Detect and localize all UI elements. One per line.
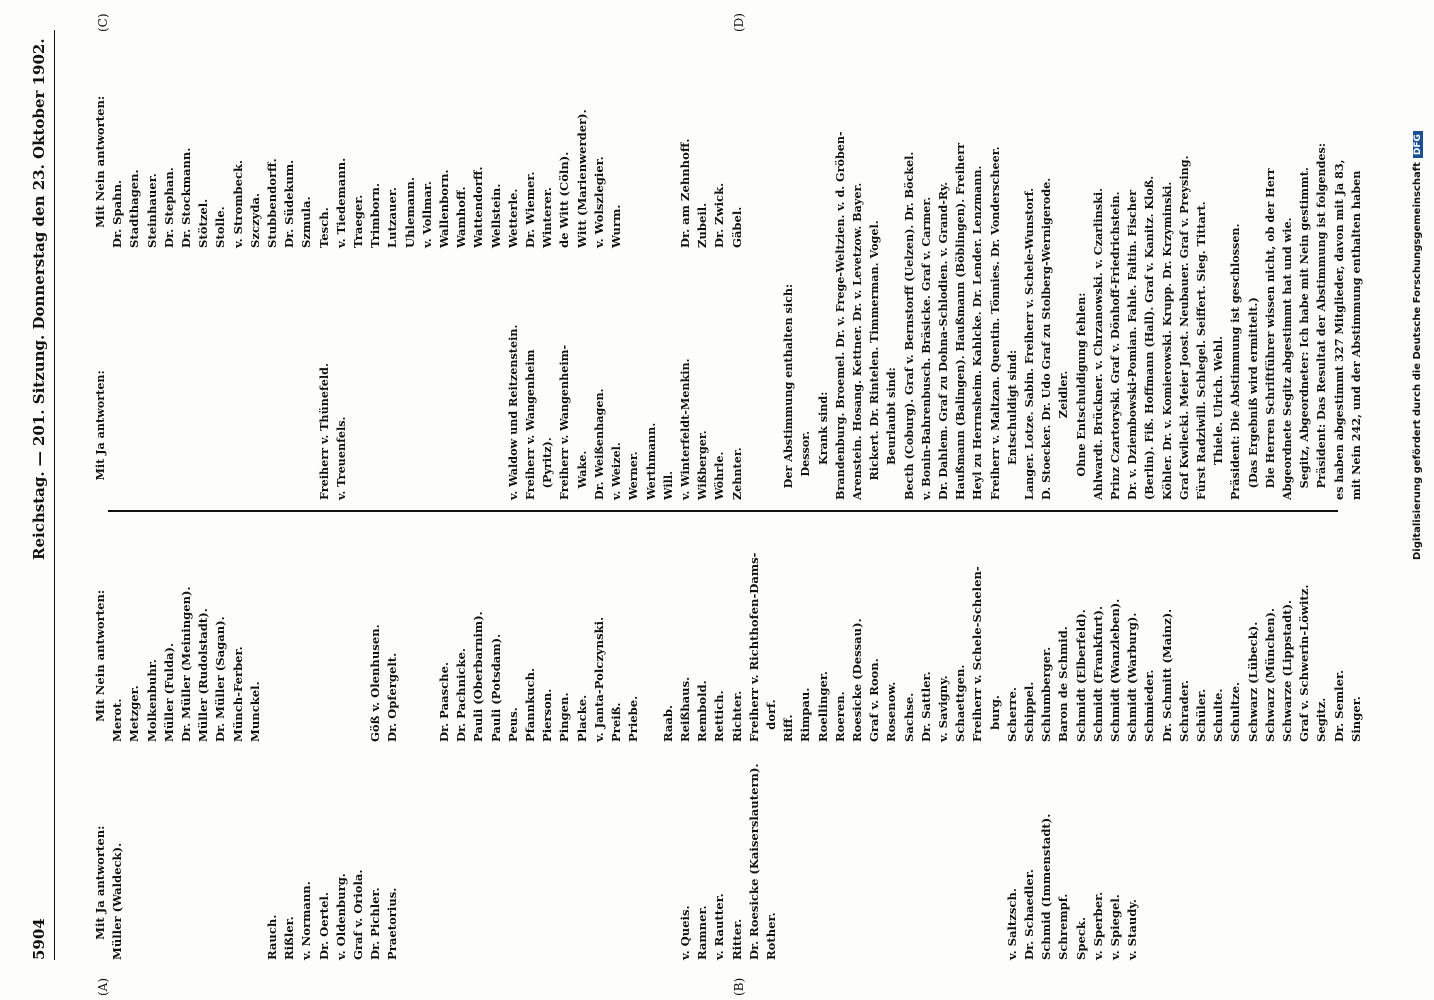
page-title: Reichstag. — 201. Sitzung. Donnerstag den 23. Oktober 1902. <box>30 38 48 560</box>
header-rule <box>54 30 55 960</box>
column-1-yes-votes: Mit Ja antworten: Müller (Waldeck). Rauch. Rißler. v. Normann. Dr. Oertel. v. Oldenburg. Graf v. Oriola. Dr. Pichler. Praetorius. v. Queis. Ramner. v. Rautter. Ritter. Dr. Roesicke (Kaiserslautern). Rother. v. Saltzsch. Dr. Schaedler. Schmid (Immenstadt). Schrempf. Speck. v. Sperber. v. Spiegel. v. Staudy. <box>93 763 1140 960</box>
page-number: 5904 <box>30 918 48 960</box>
running-header <box>28 0 50 1000</box>
credit-text: Digitalisierung gefördert durch die Deutsche Forschungsgemeinschaft <box>1412 162 1423 560</box>
margin-mark-b: (B) <box>732 977 746 996</box>
margin-mark-c: (C) <box>96 13 110 32</box>
dfg-logo: DFG <box>1413 131 1423 158</box>
margin-mark-a: (A) <box>96 977 110 996</box>
column-4-no-votes: Mit Nein antworten: Dr. Spahn. Stadthagen. Steinhauer. Dr. Stephan. Dr. Stockmann. Stötzel. Stolle. v. Strombeck. Szczyda. Stubbendorff. Dr. Südekum. Szmula. Tesch. v. Tiedemann. Traeger. Trimborn. Lutzauer. Uhlemann. v. Vollmar. Wallenborn. Wamhoff. Wattendorff. Wellstein. Wetterle. Dr. Wiemer. Winterer. de Witt (Cöln). Witt (Marienwerder). v. Wolszlegier. Wurm. Dr. am Zehnhoff. Zubeil. Dr. Zwick. Gäbel. <box>93 95 744 248</box>
digitization-credit <box>1412 131 1423 560</box>
margin-mark-d: (D) <box>732 13 746 32</box>
center-column-divider <box>108 510 1338 512</box>
column-3-yes-votes-and-notes: Mit Ja antworten: Freiherr v. Thünefeld. v. Treuenfels. v. Waldow und Reitzenstein. Freiherr v. Wangenheim (Pyritz). Freiherr v. Wangenheim- Wake. Dr. Weißenhagen. v. Weizel. Werner. Werthmann. Will. v. Winterfeldt-Menkin. Wißberger. Wöhrle. Zehnter. Der Abstimmung enthalten sich: Dessor. Krank sind: Brandenburg. Broemel. Dr. v. Frege-Weltzien. v. d. Gröben- Arenstein. Hosang. Kettner. Dr. v. Levetzow. Bayer. Rickert. Dr. Rintelen. Timmerman. Vogel. Beurlaubt sind: Becth (Coburg). Graf v. Bernstorff (Uelzen). Dr. Böckel. v. Bonin-Bahrenbusch. Bräsicke. Graf v. Carmer. Dr. Dahlem. Graf zu Dohna-Schlodien. v. Grand-Ry. Haußmann (Balingen). Haußmann (Böblingen). Freiherr Heyl zu Herrnsheim. Kahlcke. Dr. Lender. Lenzmann. Freiherr v. Maltzan. Quentin. Tönnies. Dr. Vonderscheer. Entschuldigt sind: Langer. Lotze. Sabin. Freiherr v. Schele-Wunstorf. D. Stoecker. Dr. Udo Graf zu Stolberg-Wernigerode. Zeidler. Ohne Entschuldigung fehlen: Ahlwardt. Brückner. v. Chrzanowski. v. Czarlinski. Prinz Czartoryski. Graf v. Dönhoff-Friedrichstein. Dr. v. Dziembowski-Pomian. Fahle. Faltin. Fischer (Berlin). Fiß. Hoffmann (Hall). Graf v. Kanitz. Kloß. Köhler. Dr. v. Komierowski. Krupp. Dr. Krzyminski. Graf Kwilecki. Meier Joost. Neubauer. Graf v. Preysing. Fürst Radziwill. Schlegel. Seiffert. Sieg. Tittart. Thiele. Ulrich. Wehl. Präsident: Die Abstimmung ist geschlossen. (Das Ergebniß wird ermittelt.) Die Herren Schriftführer wissen nicht, ob der Herr Abgeordnete Segitz abgestimmt hat und wie. Segitz, Abgeordneter: Ich habe mit Nein gestimmt. Präsident: Das Resultat der Abstimmung ist folgendes: es haben abgestimmt 327 Mitglieder, davon mit Ja 83, mit Nein 242, und der Abstimmung enthalten haben <box>93 131 1363 500</box>
column-2-no-votes: Mit Nein antworten: Merot. Metzger. Molkenbuhr. Müller (Fulda). Dr. Müller (Meiningen). Müller (Rudolstadt). Dr. Müller (Sagan). Münch-Ferber. Munckel. Göß v. Olenhusen. Dr. Opfergelt. Dr. Paasche. Dr. Pachnicke. Pauli (Oberbarnim). Pauli (Potsdam). Peus. Pfannkuch. Pierson. Pingen. Placke. v. Janta-Polczynski. Preiß. Priebe. Raab. Reißhaus. Rembold. Rettich. Richter. Freiherr v. Richthofen-Dams- dorf. Riff. Rimpau. Roellinger. Roeren. Roesicke (Dessau). Graf v. Roon. Rosenow. Sachse. Dr. Sattler. v. Savigny. Schaettgen. Freiherr v. Schele-Schelen- burg. Scherre. Schippel. Schlumberger. Baron de Schmid. Schmidt (Elberfeld). Schmidt (Frankfurt). Schmidt (Wanzleben). Schmidt (Warburg). Schmieder. Dr. Schmitt (Mainz). Schrader. Schüler. Schulte. Schultze. Schwarz (Lübeck). Schwarz (München). Schwarze (Lippstadt). Graf v. Schwerin-Löwitz. Segitz. Dr. Semler. Singer. <box>93 552 1363 742</box>
